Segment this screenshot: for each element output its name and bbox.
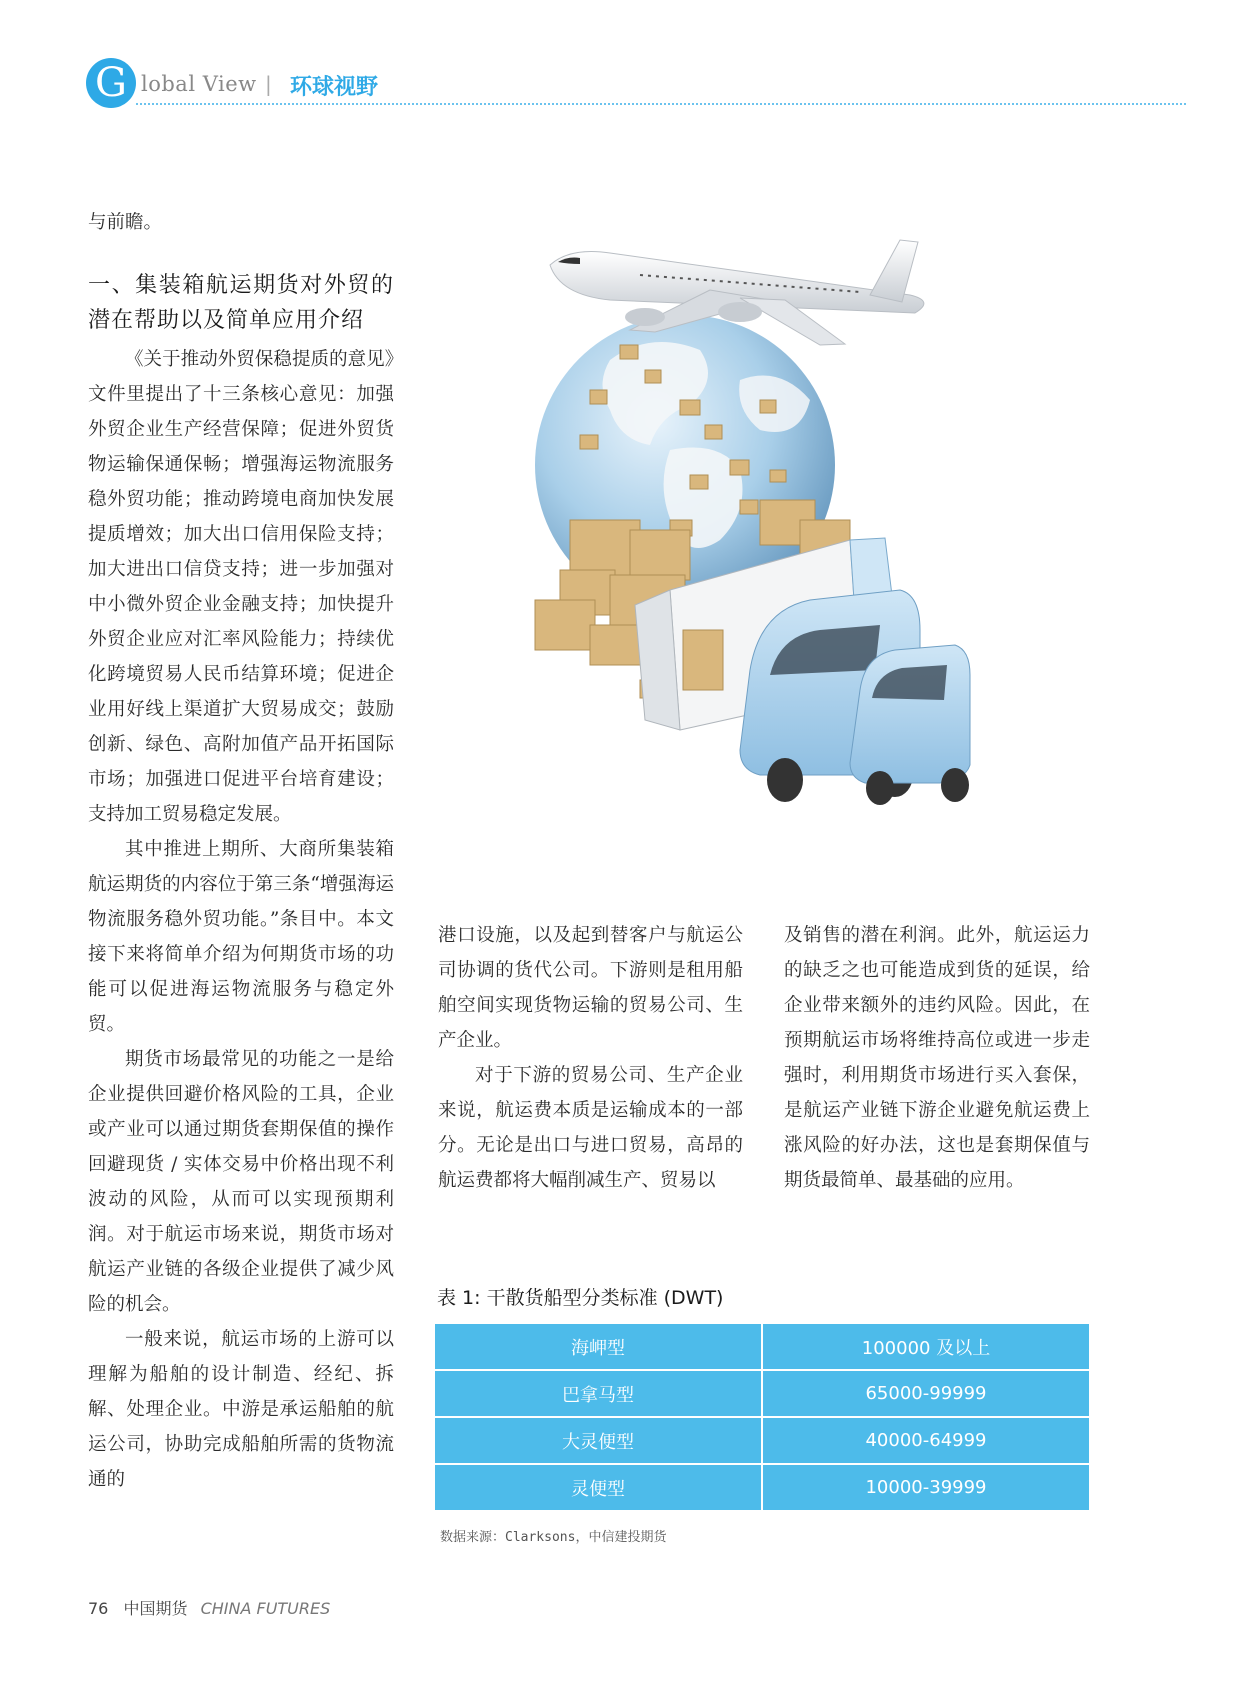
- paragraph: 对于下游的贸易公司、生产企业来说，航运费本质是运输成本的一部分。无论是出口与进口贸易，高昂的航运费都将大幅削减生产、贸易以: [438, 1065, 743, 1191]
- section-heading: 一、集装箱航运期货对外贸的潜在帮助以及简单应用介绍: [88, 273, 394, 333]
- table-row: [434, 1464, 1090, 1511]
- dwt-range-cell: 65000-99999: [762, 1370, 1090, 1417]
- paragraph: 其中推进上期所、大商所集装箱航运期货的内容位于第三条“增强海运物流服务稳外贸功能。”条目中。本文接下来将简单介绍为何期货市场的功能可以促进海运物流服务与稳定外贸。: [88, 839, 394, 1035]
- table-row: [434, 1323, 1090, 1370]
- table-caption: 表 1: 干散货船型分类标准 (DWT): [437, 1287, 724, 1309]
- dwt-range-cell: 40000-64999: [762, 1417, 1090, 1464]
- dwt-range-cell: 100000 及以上: [762, 1323, 1090, 1370]
- ship-class-table: [433, 1322, 1091, 1512]
- section-name-cn: 环球视野: [290, 75, 379, 100]
- data-source-note: 数据来源：Clarksons，中信建投期货: [440, 1530, 667, 1545]
- left-column: [88, 205, 394, 1497]
- paragraph: 《关于推动外贸保稳提质的意见》文件里提出了十三条核心意见：加强外贸企业生产经营保障；促进外贸货物运输保通保畅；增强海运物流服务稳外贸功能；推动跨境电商加快发展提质增效；加大出口信用保险支持；加大进出口信贷支持；进一步加强对中小微外贸企业金融支持；加快提升外贸企业应对汇率风险能力；持续优化跨境贸易人民币结算环境；促进企业用好线上渠道扩大贸易成交；鼓励创新、绿色、高附加值产品开拓国际市场；加强进口促进平台培育建设；支持加工贸易稳定发展。: [88, 349, 394, 825]
- paragraph: 港口设施，以及起到替客户与航运公司协调的货代公司。下游则是租用船舶空间实现货物运输的贸易公司、生产企业。: [438, 925, 743, 1051]
- middle-column: [438, 918, 743, 1198]
- paragraph: 及销售的潜在利润。此外，航运运力的缺乏之也可能造成到货的延误，给企业带来额外的违约风险。因此，在预期航运市场将维持高位或进一步走强时，利用期货市场进行买入套保，是航运产业链下游企业避免航运费上涨风险的好办法，这也是套期保值与期货最简单、最基础的应用。: [784, 925, 1090, 1191]
- table-row: [434, 1370, 1090, 1417]
- ship-class-cell: 海岬型: [434, 1323, 762, 1370]
- paragraph: 一般来说，航运市场的上游可以理解为船舶的设计制造、经纪、拆解、处理企业。中游是承运船舶的航运公司，协助完成船舶所需的货物流通的: [88, 1329, 394, 1490]
- header-separator: |: [265, 72, 272, 96]
- page-header: [86, 58, 1186, 118]
- section-name-en: lobal View: [141, 72, 257, 96]
- ship-class-cell: 巴拿马型: [434, 1370, 762, 1417]
- magazine-name-cn: 中国期货: [123, 1599, 188, 1618]
- paragraph: 期货市场最常见的功能之一是给企业提供回避价格风险的工具，企业或产业可以通过期货套期保值的操作回避现货 / 实体交易中价格出现不利波动的风险，从而可以实现预期利润。对于航运市场来说，期货市场对航运产业链的各级企业提供了减少风险的机会。: [88, 1049, 394, 1315]
- page-footer: [88, 1596, 330, 1619]
- right-column: [784, 918, 1090, 1198]
- ship-class-cell: 灵便型: [434, 1464, 762, 1511]
- magazine-name-en: CHINA FUTURES: [200, 1599, 331, 1618]
- lead-text: 与前瞻。: [88, 212, 163, 233]
- ship-class-cell: 大灵便型: [434, 1417, 762, 1464]
- page-number: 76: [88, 1599, 109, 1618]
- table-row: [434, 1417, 1090, 1464]
- van-icon: [850, 645, 970, 805]
- dwt-range-cell: 10000-39999: [762, 1464, 1090, 1511]
- header-dotted-rule: [136, 103, 1186, 105]
- global-view-logo: G: [86, 58, 136, 108]
- logistics-illustration: [440, 220, 1090, 860]
